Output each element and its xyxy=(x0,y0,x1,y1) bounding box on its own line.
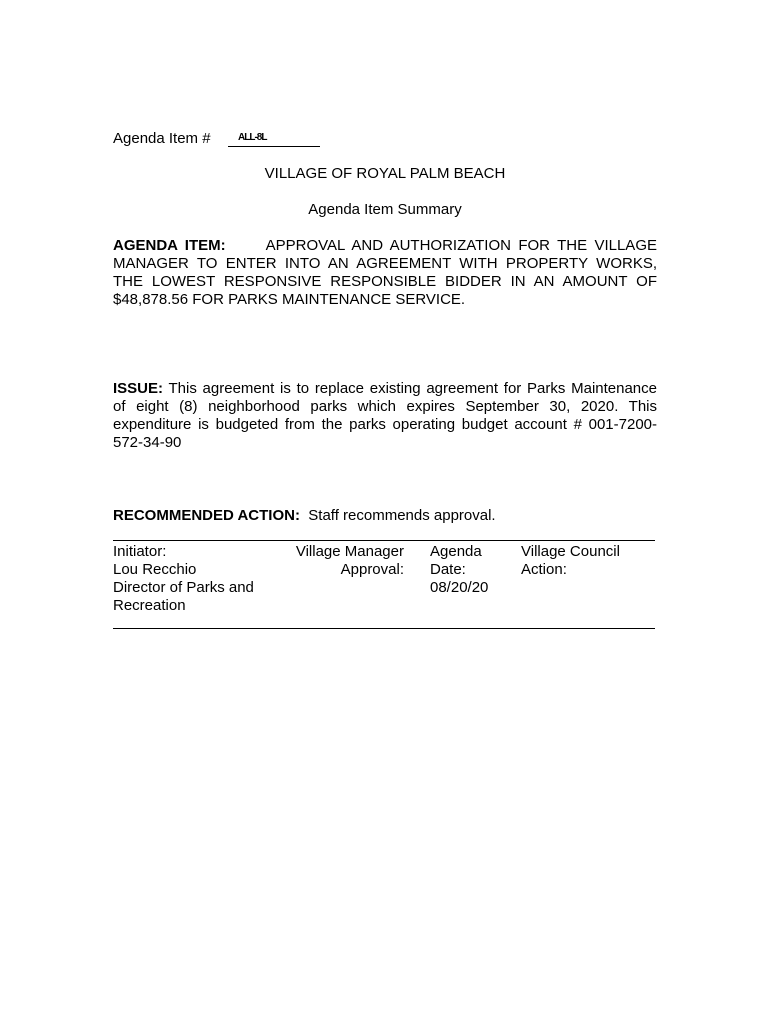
agenda-item-label: AGENDA ITEM: xyxy=(113,237,226,254)
agenda-date-line: Agenda xyxy=(430,543,482,560)
initiator-line: Lou Recchio xyxy=(113,561,197,578)
village-council-line: Village Council xyxy=(521,543,620,560)
issue-text: This agreement is to replace existing agreement for Parks Maintenance of eight (8) neighborhood parks which expires September 30, 2020. This expenditure is budgeted from the parks operating budget account # 001-7200-572-34-90 xyxy=(113,380,657,451)
document-title: Agenda Item Summary xyxy=(308,201,462,218)
village-manager-column xyxy=(280,543,404,579)
initiator-line: Director of Parks and xyxy=(113,579,254,596)
table-top-rule xyxy=(113,540,655,541)
village-manager-line: Village Manager xyxy=(295,543,404,560)
agenda-date-line: Date: xyxy=(430,561,466,578)
village-council-column xyxy=(521,543,620,579)
recommended-action-label: RECOMMENDED ACTION: xyxy=(113,507,300,524)
agenda-item-text: APPROVAL AND AUTHORIZATION FOR THE VILLAGE MANAGER TO ENTER INTO AN AGREEMENT WITH PROPERTY WORKS, THE LOWEST RESPONSIVE RESPONSIBLE BIDDER IN AN AMOUNT OF $48,878.56 FOR PARKS MAINTENANCE SERVICE. xyxy=(113,237,657,308)
issue-label: ISSUE: xyxy=(113,380,164,397)
recommended-action-text: Staff recommends approval. xyxy=(308,507,496,524)
issue-section xyxy=(113,380,657,452)
agenda-item-section xyxy=(113,237,657,309)
agenda-date-line: 08/20/20 xyxy=(430,579,489,596)
agenda-item-number-label: Agenda Item # xyxy=(113,130,211,147)
table-bottom-rule xyxy=(113,628,655,629)
village-council-line: Action: xyxy=(521,561,567,578)
village-manager-line: Approval: xyxy=(340,561,404,578)
initiator-line: Initiator: xyxy=(113,543,167,560)
initiator-line: Recreation xyxy=(113,597,186,614)
agenda-date-column xyxy=(430,543,488,597)
initiator-column xyxy=(113,543,254,615)
recommended-action-section xyxy=(113,507,657,525)
agenda-item-number-value: ALL-8L xyxy=(228,130,320,147)
organization-name: VILLAGE OF ROYAL PALM BEACH xyxy=(264,165,506,182)
